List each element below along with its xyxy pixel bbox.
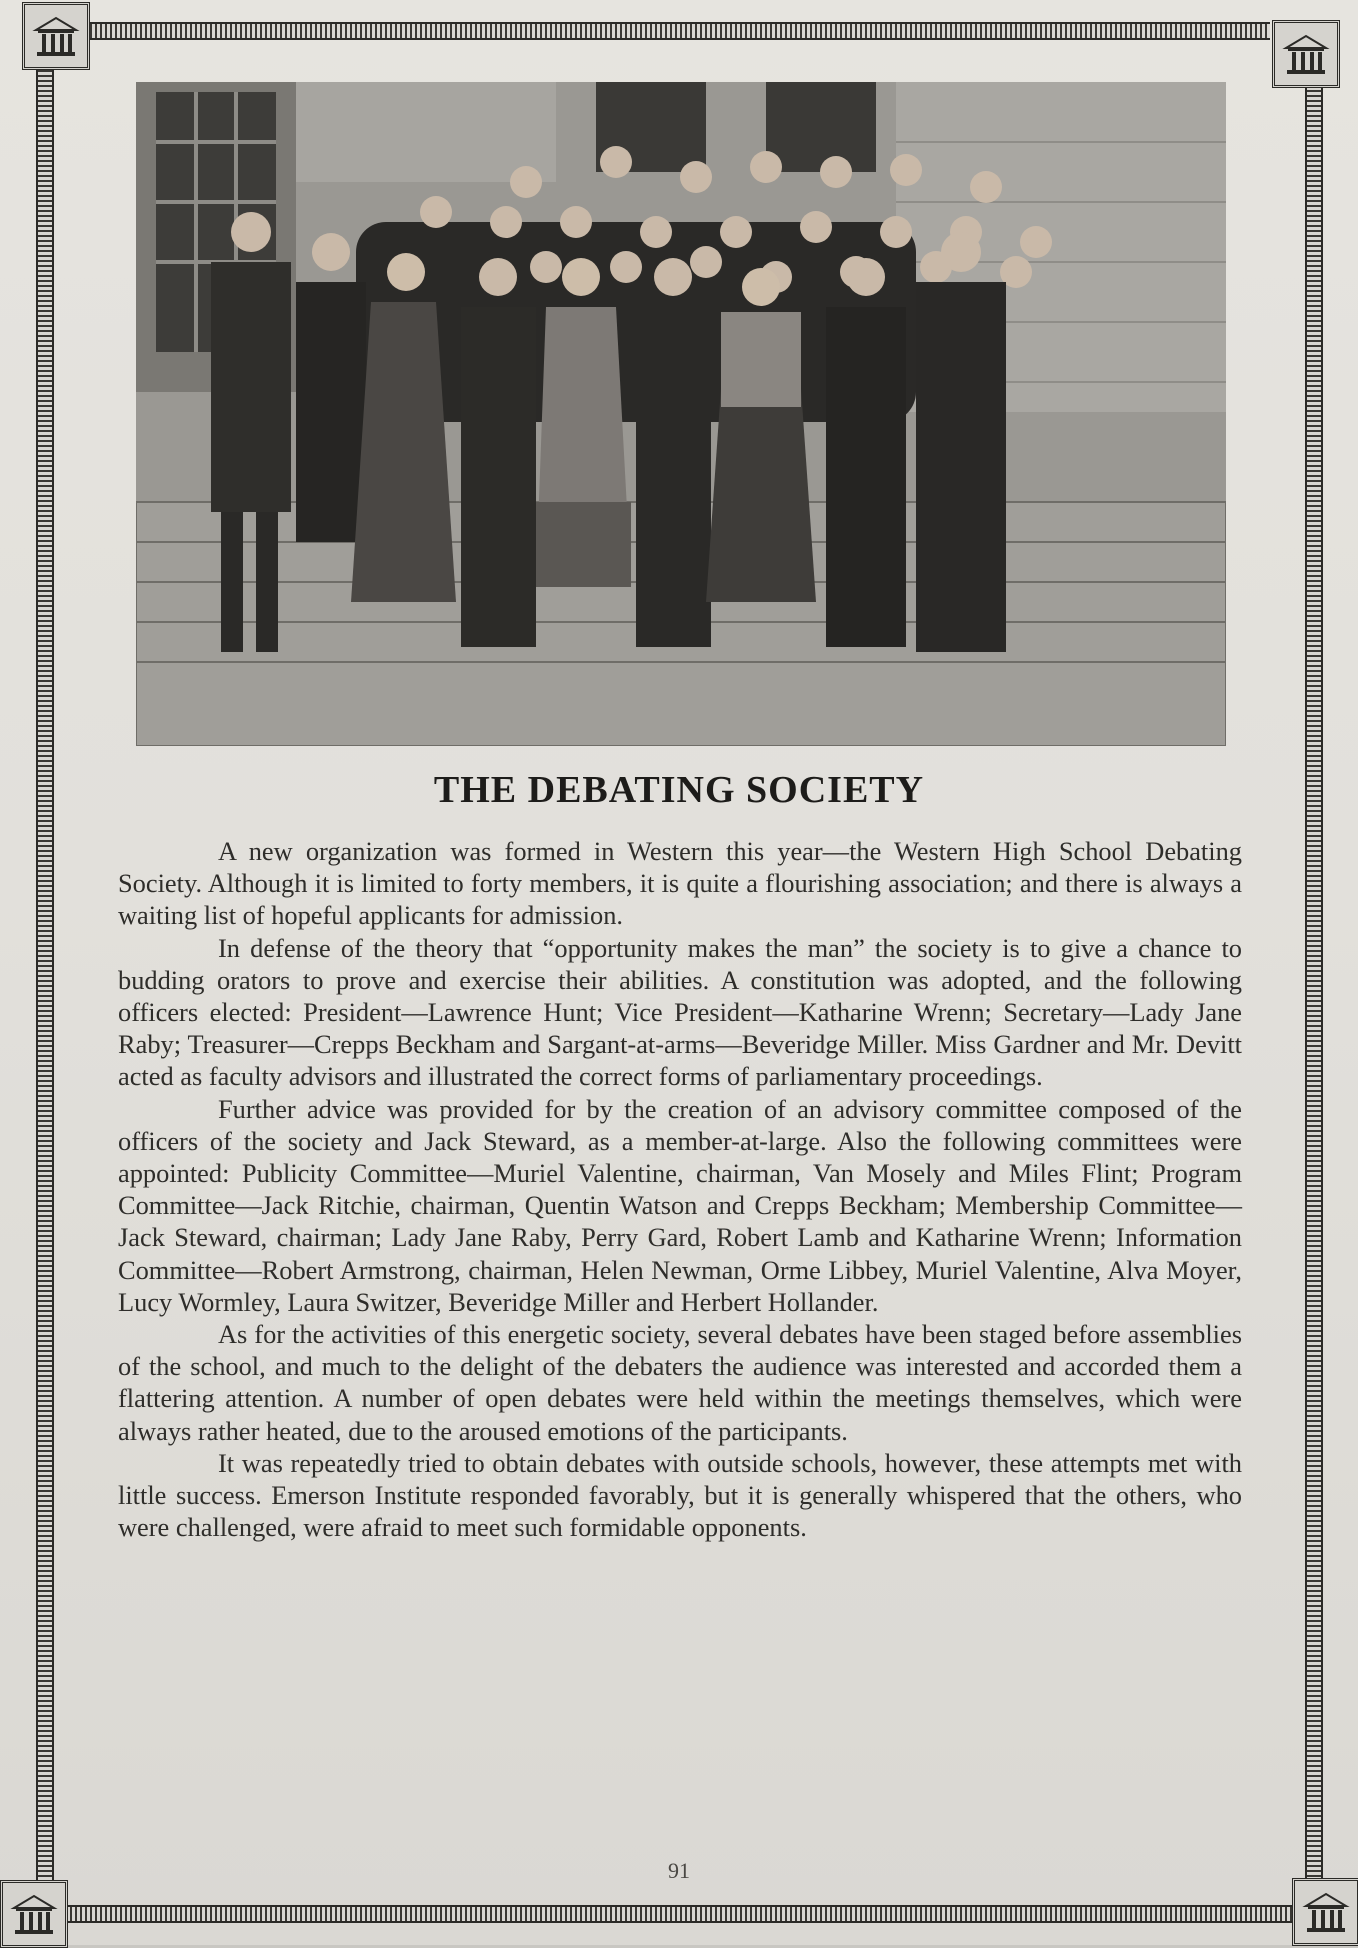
- bottom-border: [40, 1905, 1300, 1923]
- temple-ornament-icon: [22, 2, 90, 70]
- paragraph: It was repeatedly tried to obtain debates with outside schools, however, these attempts met with little success. Emerson Institute responded favorably, but it is generally whispered that the others, who were challenged, were afraid to meet such formidable opponents.: [118, 1447, 1242, 1543]
- paragraph: A new organization was formed in Western this year—the Western High School Debating Society. Although it is limited to forty members, it is quite a flourishing association; and there is always a waiting list of hopeful applicants for admission.: [118, 836, 1242, 931]
- left-border: [36, 60, 54, 1890]
- right-border: [1305, 80, 1323, 1890]
- article-body: [118, 835, 1242, 1543]
- temple-ornament-icon: [1292, 1878, 1358, 1946]
- page-title: THE DEBATING SOCIETY: [433, 769, 925, 811]
- temple-ornament-icon: [1272, 20, 1340, 88]
- top-border: [60, 22, 1270, 40]
- group-photo: [136, 82, 1226, 746]
- paragraph: As for the activities of this energetic society, several debates have been staged before assemblies of the school, and much to the delight of the debaters the audience was interested and accorded them a flattering attention. A number of open debates were held within the meetings themselves, which were always rather heated, due to the aroused emotions of the participants.: [118, 1319, 1242, 1446]
- page-number: 91: [668, 1858, 690, 1883]
- paragraph: Further advice was provided for by the creation of an advisory committee composed of the officers of the society and Jack Steward, as a member-at-large. Also the following committees were appointed: Publicity Committee—Muriel Valentine, chairman, Van Mosely and Miles Flint; Program Committee—Jack Ritchie, chairman, Quentin Watson and Crepps Beckham; Membership Committee—Jack Steward, chairman; Lady Jane Raby, Perry Gard, Robert Lamb and Katharine Wrenn; Information Committee—Robert Armstrong, chairman, Helen Newman, Orme Libbey, Muriel Valentine, Alva Moyer, Lucy Wormley, Laura Switzer, Beveridge Miller and Herbert Hollander.: [118, 1093, 1242, 1317]
- paragraph: In defense of the theory that “opportunity makes the man” the society is to give a chance to budding orators to prove and exercise their abilities. A constitution was adopted, and the following officers elected: President—Lawrence Hunt; Vice President—Katharine Wrenn; Secretary—Lady Jane Raby; Treasurer—Crepps Beckham and Sargant-at-arms—Beveridge Miller. Miss Gardner and Mr. Devitt acted as faculty advisors and illustrated the correct forms of parliamentary proceedings.: [118, 932, 1242, 1092]
- temple-ornament-icon: [0, 1880, 68, 1948]
